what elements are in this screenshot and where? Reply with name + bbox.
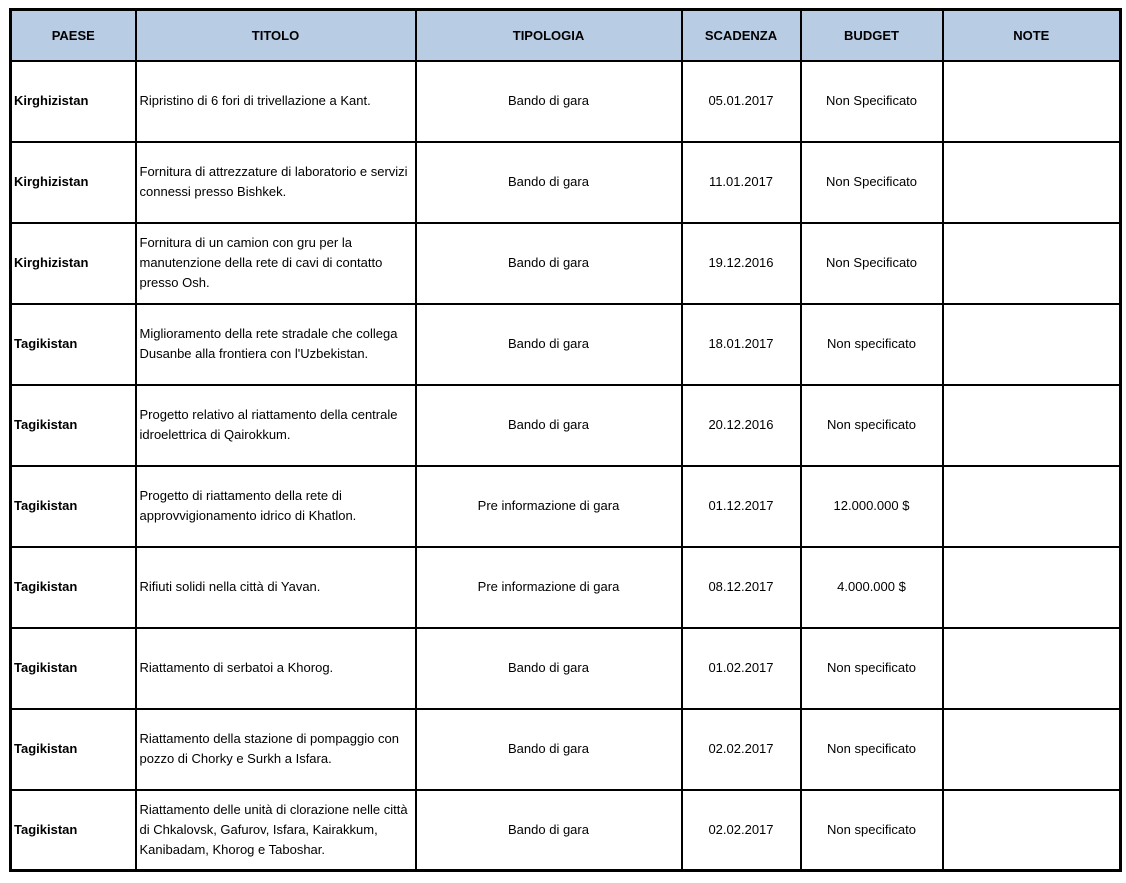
cell-note <box>943 709 1121 790</box>
cell-paese: Tagikistan <box>11 466 136 547</box>
cell-scadenza: 05.01.2017 <box>682 61 801 142</box>
cell-budget: Non specificato <box>801 709 943 790</box>
cell-note <box>943 142 1121 223</box>
cell-paese: Tagikistan <box>11 790 136 871</box>
table-row <box>11 61 1121 142</box>
tenders-table <box>9 8 1122 872</box>
cell-note <box>943 547 1121 628</box>
table-row <box>11 223 1121 304</box>
cell-budget: Non specificato <box>801 385 943 466</box>
cell-tipologia: Bando di gara <box>416 709 682 790</box>
cell-titolo: Fornitura di attrezzature di laboratorio e servizi connessi presso Bishkek. <box>136 142 416 223</box>
cell-budget: Non specificato <box>801 790 943 871</box>
cell-scadenza: 08.12.2017 <box>682 547 801 628</box>
cell-scadenza: 11.01.2017 <box>682 142 801 223</box>
cell-note <box>943 223 1121 304</box>
cell-paese: Tagikistan <box>11 547 136 628</box>
cell-paese: Kirghizistan <box>11 223 136 304</box>
cell-budget: Non specificato <box>801 628 943 709</box>
header-note: NOTE <box>943 10 1121 61</box>
cell-scadenza: 01.12.2017 <box>682 466 801 547</box>
cell-note <box>943 61 1121 142</box>
header-row <box>11 10 1121 61</box>
cell-note <box>943 628 1121 709</box>
cell-titolo: Progetto di riattamento della rete di approvvigionamento idrico di Khatlon. <box>136 466 416 547</box>
cell-note <box>943 385 1121 466</box>
cell-paese: Tagikistan <box>11 304 136 385</box>
table-row <box>11 385 1121 466</box>
table-row <box>11 547 1121 628</box>
cell-titolo: Fornitura di un camion con gru per la manutenzione della rete di cavi di contatto presso Osh. <box>136 223 416 304</box>
header-scadenza: SCADENZA <box>682 10 801 61</box>
table-row <box>11 628 1121 709</box>
cell-note <box>943 304 1121 385</box>
cell-titolo: Riattamento delle unità di clorazione nelle città di Chkalovsk, Gafurov, Isfara, Kairakkum, Kanibadam, Khorog e Taboshar. <box>136 790 416 871</box>
cell-paese: Kirghizistan <box>11 61 136 142</box>
cell-tipologia: Bando di gara <box>416 142 682 223</box>
cell-tipologia: Pre informazione di gara <box>416 547 682 628</box>
cell-scadenza: 18.01.2017 <box>682 304 801 385</box>
cell-scadenza: 01.02.2017 <box>682 628 801 709</box>
header-paese: PAESE <box>11 10 136 61</box>
header-budget: BUDGET <box>801 10 943 61</box>
table-row <box>11 304 1121 385</box>
cell-paese: Tagikistan <box>11 628 136 709</box>
cell-scadenza: 19.12.2016 <box>682 223 801 304</box>
cell-titolo: Ripristino di 6 fori di trivellazione a Kant. <box>136 61 416 142</box>
table-row <box>11 142 1121 223</box>
cell-budget: Non Specificato <box>801 61 943 142</box>
cell-titolo: Miglioramento della rete stradale che collega Dusanbe alla frontiera con l'Uzbekistan. <box>136 304 416 385</box>
cell-scadenza: 02.02.2017 <box>682 709 801 790</box>
cell-scadenza: 02.02.2017 <box>682 790 801 871</box>
cell-tipologia: Bando di gara <box>416 223 682 304</box>
cell-budget: 4.000.000 $ <box>801 547 943 628</box>
cell-note <box>943 466 1121 547</box>
cell-budget: 12.000.000 $ <box>801 466 943 547</box>
cell-budget: Non Specificato <box>801 142 943 223</box>
cell-titolo: Rifiuti solidi nella città di Yavan. <box>136 547 416 628</box>
cell-tipologia: Bando di gara <box>416 385 682 466</box>
cell-paese: Kirghizistan <box>11 142 136 223</box>
table-row <box>11 709 1121 790</box>
cell-note <box>943 790 1121 871</box>
header-titolo: TITOLO <box>136 10 416 61</box>
table-row <box>11 466 1121 547</box>
cell-scadenza: 20.12.2016 <box>682 385 801 466</box>
cell-paese: Tagikistan <box>11 709 136 790</box>
cell-titolo: Progetto relativo al riattamento della centrale idroelettrica di Qairokkum. <box>136 385 416 466</box>
header-tipologia: TIPOLOGIA <box>416 10 682 61</box>
cell-tipologia: Bando di gara <box>416 304 682 385</box>
cell-tipologia: Bando di gara <box>416 628 682 709</box>
cell-tipologia: Pre informazione di gara <box>416 466 682 547</box>
cell-budget: Non specificato <box>801 304 943 385</box>
table-row <box>11 790 1121 871</box>
cell-budget: Non Specificato <box>801 223 943 304</box>
cell-titolo: Riattamento di serbatoi a Khorog. <box>136 628 416 709</box>
cell-tipologia: Bando di gara <box>416 61 682 142</box>
cell-paese: Tagikistan <box>11 385 136 466</box>
cell-tipologia: Bando di gara <box>416 790 682 871</box>
cell-titolo: Riattamento della stazione di pompaggio con pozzo di Chorky e Surkh a Isfara. <box>136 709 416 790</box>
